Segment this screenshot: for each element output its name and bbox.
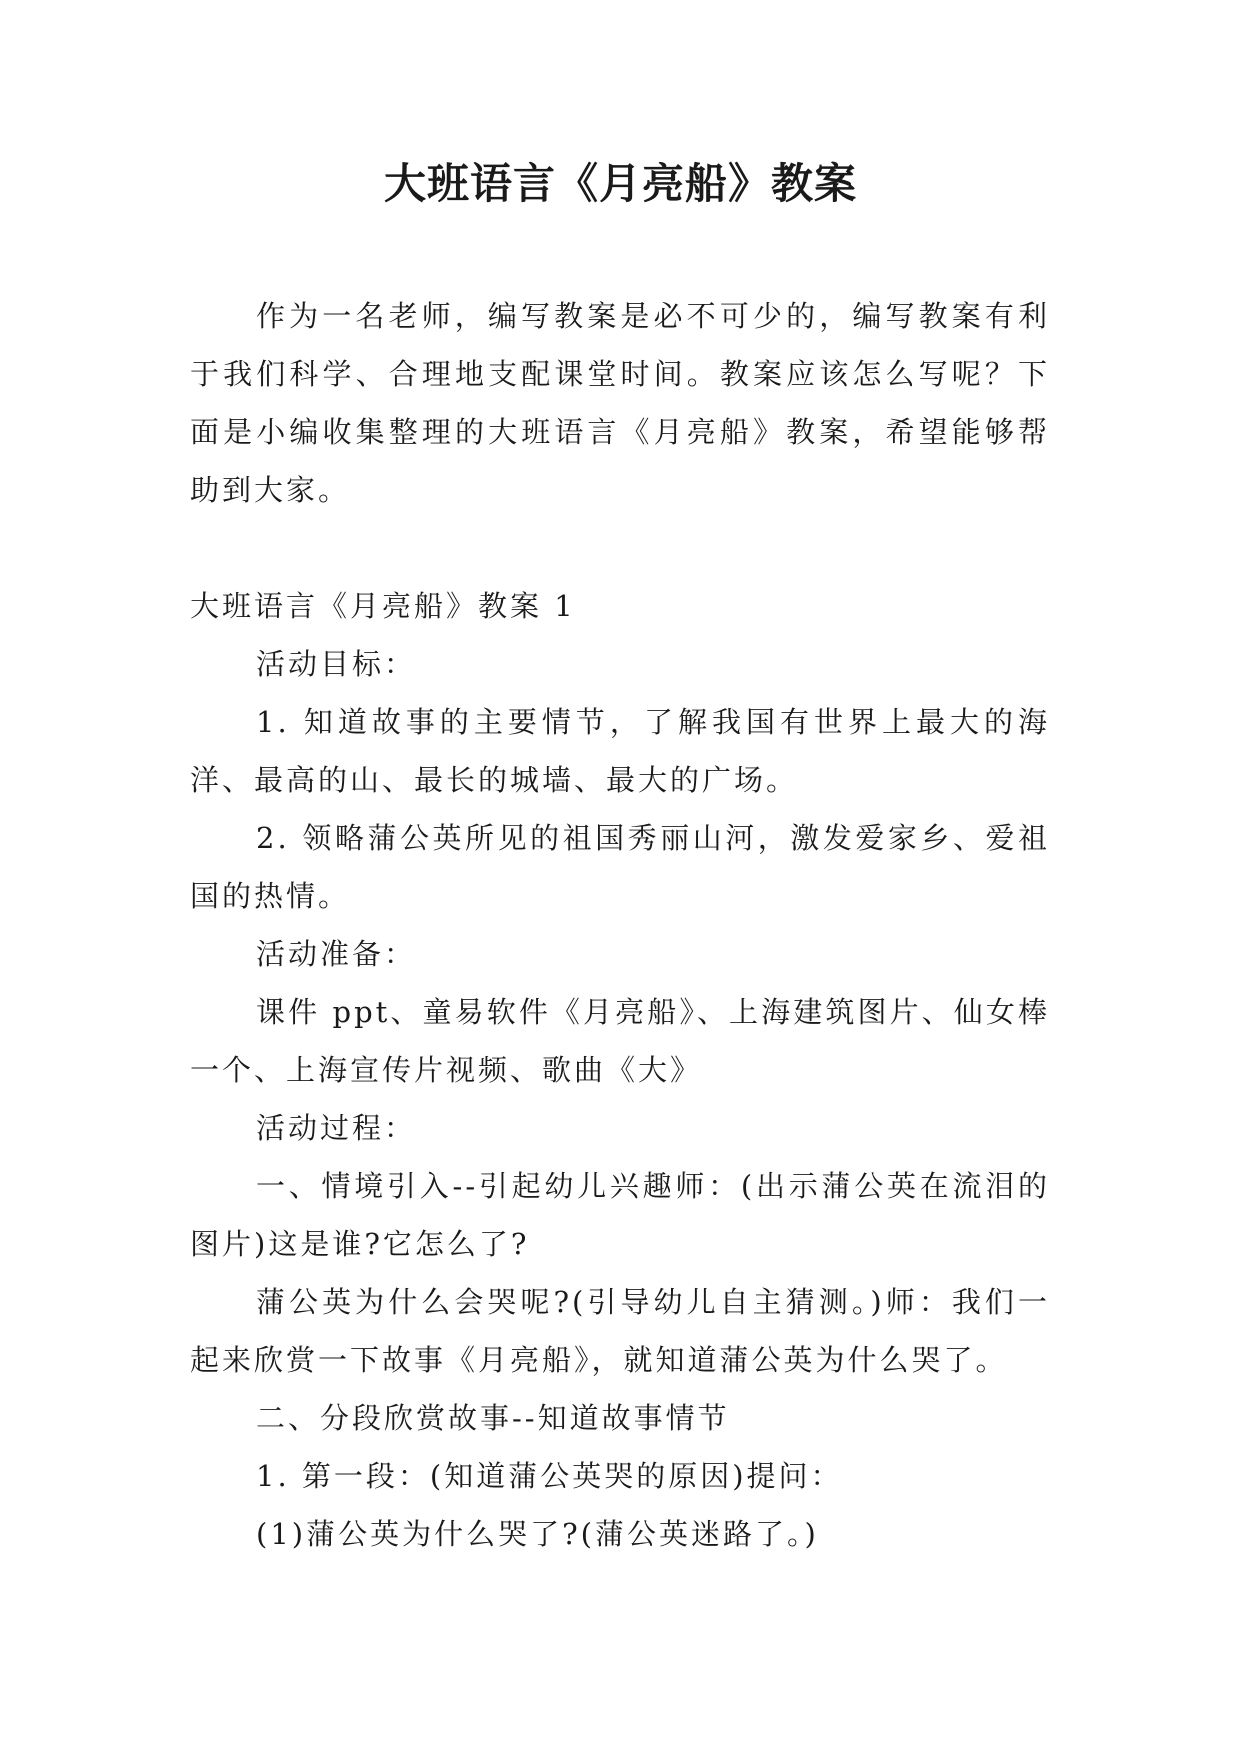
document-title: 大班语言《月亮船》教案 (383, 159, 857, 208)
intro-paragraph: 作为一名老师，编写教案是必不可少的，编写教案有利于我们科学、合理地支配课堂时间。教案应该怎么写呢？下面是小编收集整理的大班语言《月亮船》教案，希望能够帮助到大家。 (190, 299, 1050, 507)
paragraph-materials: 课件 ppt、童易软件《月亮船》、上海建筑图片、仙女棒一个、上海宣传片视频、歌曲《大》 (190, 995, 1050, 1087)
paragraph-goal-2: 2. 领略蒲公英所见的祖国秀丽山河，激发爱家乡、爱祖国的热情。 (190, 821, 1050, 913)
section-heading: 大班语言《月亮船》教案 1 (190, 589, 576, 623)
paragraph-step-1: 一、情境引入--引起幼儿兴趣师：(出示蒲公英在流泪的图片)这是谁?它怎么了? (190, 1169, 1050, 1261)
paragraph-step-1-question: 蒲公英为什么会哭呢?(引导幼儿自主猜测。)师：我们一起来欣赏一下故事《月亮船》，就知道蒲公英为什么哭了。 (190, 1285, 1050, 1377)
document-body (190, 287, 1050, 1563)
paragraph-activity-preparation: 活动准备： (256, 937, 417, 971)
paragraph-step-2: 二、分段欣赏故事--知道故事情节 (256, 1401, 730, 1435)
paragraph-goal-1: 1. 知道故事的主要情节，了解我国有世界上最大的海洋、最高的山、最长的城墙、最大的广场。 (190, 705, 1050, 797)
paragraph-activity-goals: 活动目标： (256, 647, 417, 681)
paragraph-step-2-part-1: 1. 第一段：(知道蒲公英哭的原因)提问： (256, 1459, 843, 1493)
paragraph-activity-process: 活动过程： (256, 1111, 417, 1145)
paragraph-question-1: (1)蒲公英为什么哭了?(蒲公英迷路了。) (256, 1517, 819, 1551)
